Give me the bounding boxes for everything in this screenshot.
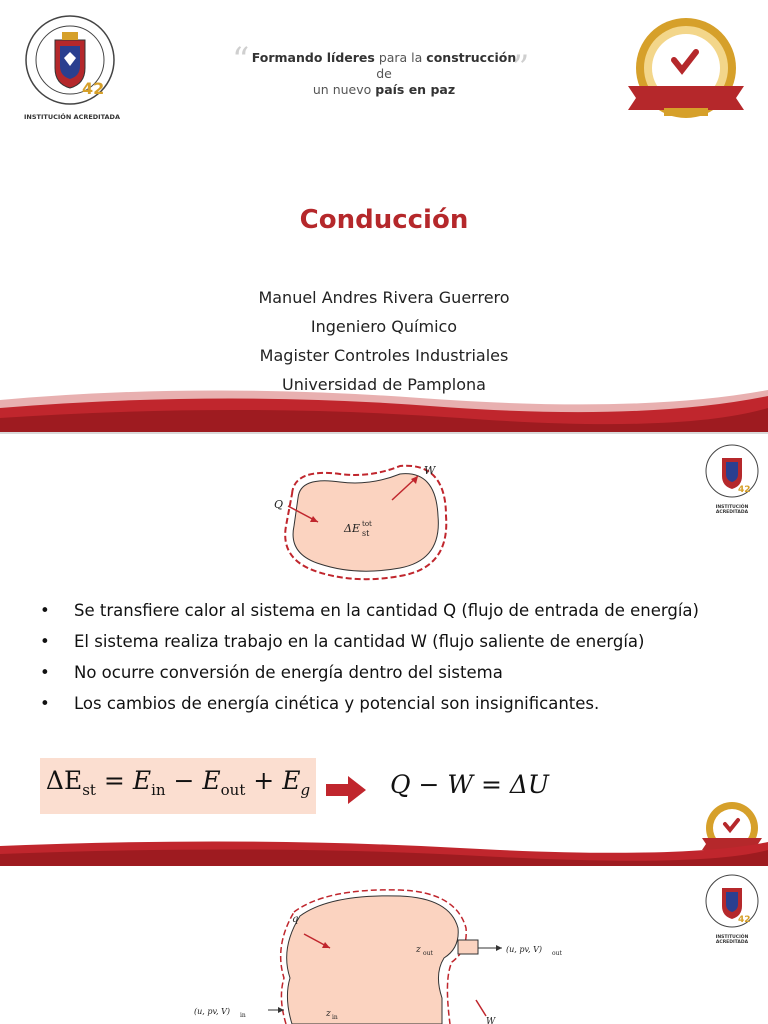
w-label: W xyxy=(486,1017,496,1024)
bullet-item: • Se transfiere calor al sistema en la cantidad Q (flujo de entrada de energía) xyxy=(40,601,699,620)
university-crest-icon xyxy=(704,872,760,930)
quote-open: “ xyxy=(232,40,250,80)
out-flow-sub: out xyxy=(552,950,562,957)
slide-open-system xyxy=(0,866,768,1024)
control-volume-diagram xyxy=(260,456,460,584)
energy-equation: $\Delta E_{st} = E_{in} - E_{out} + E_g$ xyxy=(45,766,311,799)
accreditation-seal-icon xyxy=(624,14,748,126)
zin-label: z xyxy=(326,1009,331,1019)
bullet-item: • Los cambios de energía cinética y potencial son insignificantes. xyxy=(40,694,600,713)
bullet-list xyxy=(40,600,722,724)
author-name: Manuel Andres Rivera Guerrero xyxy=(258,288,510,307)
university-logo-small xyxy=(704,872,760,952)
page-title: Conducción xyxy=(299,205,469,235)
w-label: W xyxy=(424,464,436,477)
slide-energy-balance xyxy=(0,434,768,866)
svg-text:42: 42 xyxy=(738,915,751,925)
slogan: Formando líderes para la construcción de un nuevo país en paz xyxy=(251,50,517,97)
energy-equation-box xyxy=(40,758,316,814)
red-arrow-icon xyxy=(326,776,366,804)
author-university: Universidad de Pamplona xyxy=(282,375,486,394)
university-crest-icon xyxy=(22,10,122,110)
open-system-diagram xyxy=(180,888,580,1024)
zin-sub: in xyxy=(332,1014,338,1021)
footer-wave xyxy=(0,380,768,432)
simplified-equation: Q − W = ΔU xyxy=(390,770,549,799)
accredited-label: INSTITUCIÓN ACREDITADA xyxy=(24,113,120,121)
q-label: Q xyxy=(274,498,284,511)
out-flow-label: (u, pv, V) xyxy=(506,945,543,954)
in-flow-label: (u, pv, V) xyxy=(194,1007,231,1016)
zout-sub: out xyxy=(423,950,433,957)
footer-wave xyxy=(0,836,768,866)
svg-text:42: 42 xyxy=(738,485,751,495)
university-crest-icon xyxy=(704,442,760,500)
q-label: q xyxy=(292,914,299,925)
university-logo xyxy=(22,10,122,128)
zout-label: z xyxy=(416,945,421,955)
est-sup: tot xyxy=(362,520,372,528)
svg-text:42: 42 xyxy=(82,79,105,98)
author-degree: Ingeniero Químico xyxy=(310,317,458,336)
university-logo-small xyxy=(704,442,760,522)
est-sub: st xyxy=(362,529,370,538)
author-master: Magister Controles Industriales xyxy=(259,346,509,365)
quote-close: ” xyxy=(512,48,530,88)
accredited-label-small: INSTITUCIÓN ACREDITADA xyxy=(715,935,749,945)
slide-title xyxy=(0,0,768,432)
est-label: ΔE xyxy=(344,522,360,535)
bullet-item: • El sistema realiza trabajo en la cantidad W (flujo saliente de energía) xyxy=(40,632,645,651)
accredited-label-small: INSTITUCIÓN ACREDITADA xyxy=(715,505,749,515)
bullet-item: • No ocurre conversión de energía dentro del sistema xyxy=(40,663,503,682)
in-flow-sub: in xyxy=(240,1012,246,1019)
